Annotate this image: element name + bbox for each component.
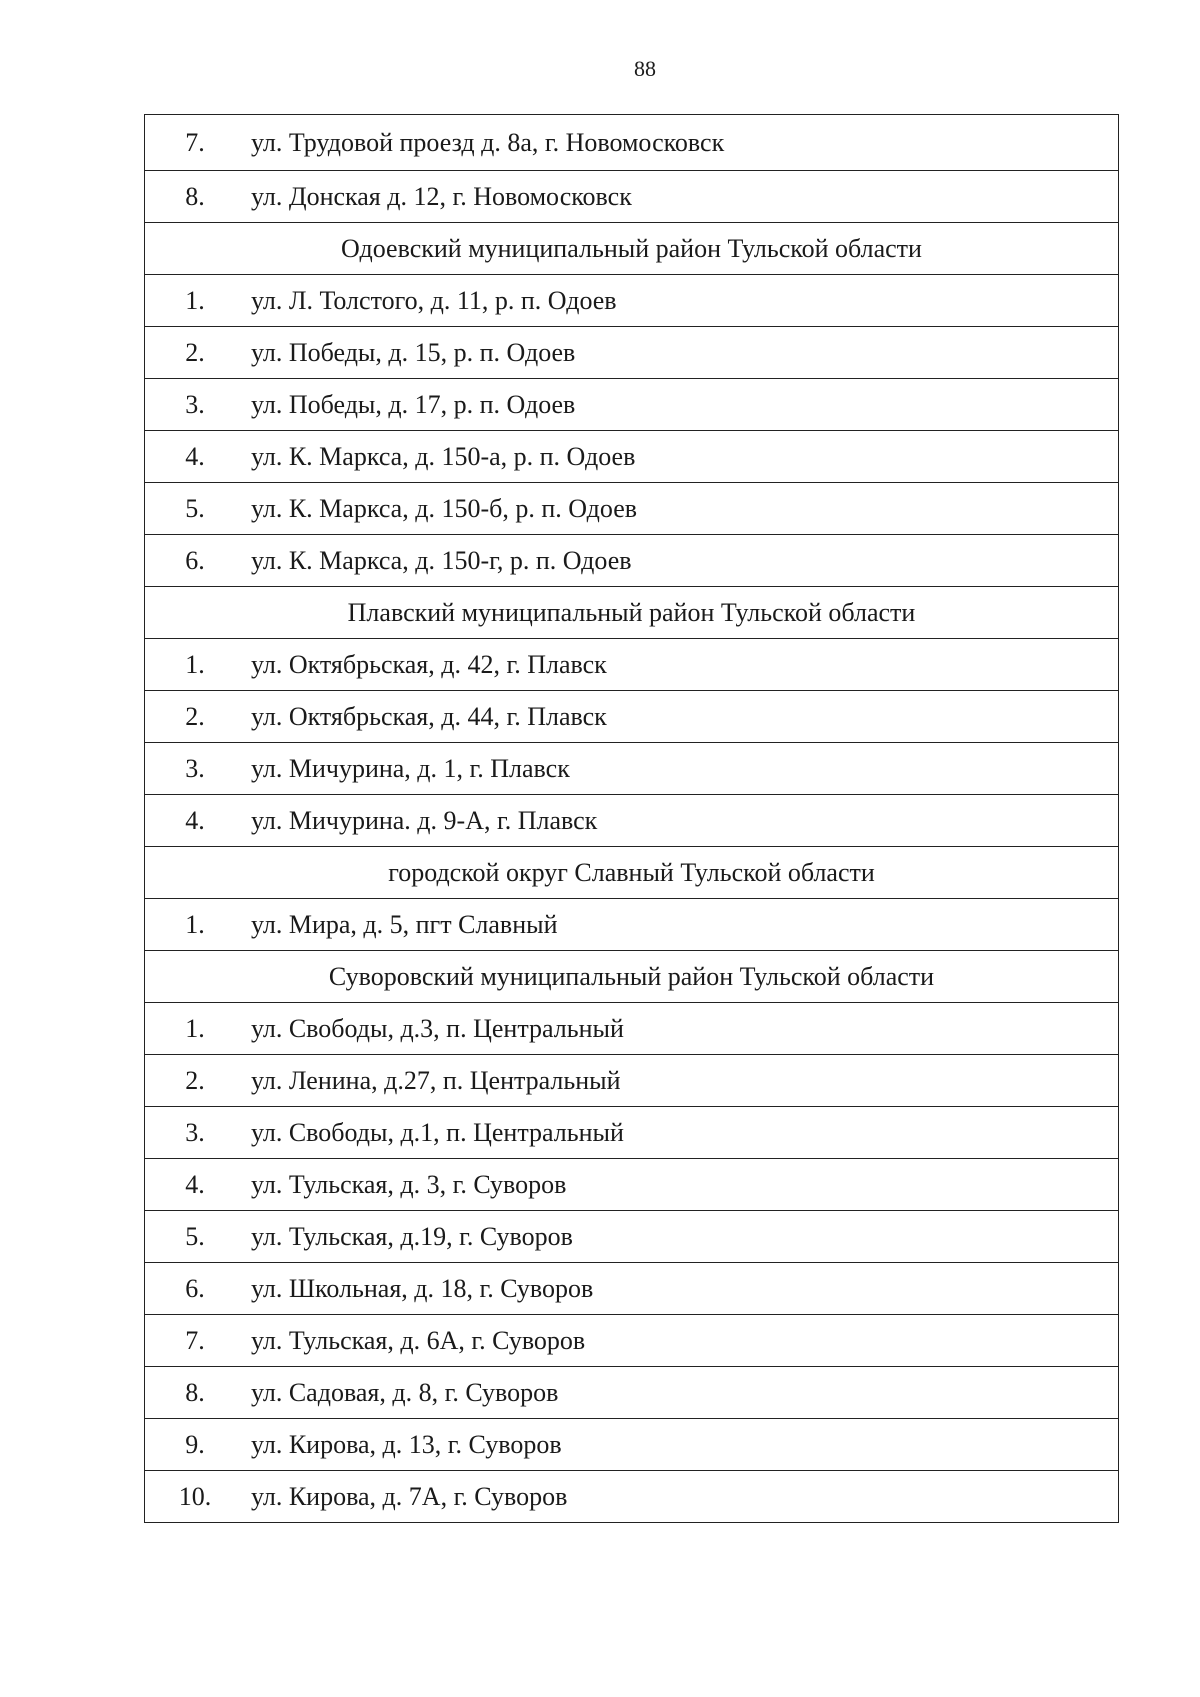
section-header-row <box>145 951 1119 1003</box>
row-number: 5. <box>145 483 246 535</box>
row-address: ул. Свободы, д.1, п. Центральный <box>245 1107 1119 1159</box>
row-number: 4. <box>145 431 246 483</box>
row-number: 2. <box>145 1055 246 1107</box>
row-number: 3. <box>145 743 246 795</box>
section-title: Плавский муниципальный район Тульской области <box>145 587 1119 639</box>
table-row <box>145 795 1119 847</box>
row-number: 8. <box>145 171 246 223</box>
section-title: Суворовский муниципальный район Тульской области <box>145 951 1119 1003</box>
section-title: Одоевский муниципальный район Тульской области <box>145 223 1119 275</box>
row-number: 7. <box>145 1315 246 1367</box>
table-row <box>145 115 1119 171</box>
table-row <box>145 1367 1119 1419</box>
row-address: ул. Мичурина, д. 1, г. Плавск <box>245 743 1119 795</box>
row-address: ул. Октябрьская, д. 44, г. Плавск <box>245 691 1119 743</box>
table-row <box>145 1211 1119 1263</box>
row-address: ул. Тульская, д.19, г. Суворов <box>245 1211 1119 1263</box>
table-row <box>145 275 1119 327</box>
row-address: ул. Мира, д. 5, пгт Славный <box>245 899 1119 951</box>
table-row <box>145 1315 1119 1367</box>
row-number: 3. <box>145 379 246 431</box>
row-address: ул. Победы, д. 17, р. п. Одоев <box>245 379 1119 431</box>
row-number: 1. <box>145 639 246 691</box>
row-address: ул. Ленина, д.27, п. Центральный <box>245 1055 1119 1107</box>
row-number: 2. <box>145 327 246 379</box>
address-table <box>144 114 1119 1523</box>
table-row <box>145 1263 1119 1315</box>
table-row <box>145 899 1119 951</box>
row-address: ул. Тульская, д. 3, г. Суворов <box>245 1159 1119 1211</box>
row-number: 3. <box>145 1107 246 1159</box>
table-row <box>145 1055 1119 1107</box>
row-address: ул. Донская д. 12, г. Новомосковск <box>245 171 1119 223</box>
row-address: ул. Победы, д. 15, р. п. Одоев <box>245 327 1119 379</box>
row-address: ул. К. Маркса, д. 150-б, р. п. Одоев <box>245 483 1119 535</box>
table-row <box>145 379 1119 431</box>
address-table-body <box>145 115 1119 1523</box>
row-address: ул. Октябрьская, д. 42, г. Плавск <box>245 639 1119 691</box>
row-address: ул. Кирова, д. 13, г. Суворов <box>245 1419 1119 1471</box>
table-row <box>145 535 1119 587</box>
page-number: 88 <box>634 56 656 81</box>
row-address: ул. Л. Толстого, д. 11, р. п. Одоев <box>245 275 1119 327</box>
row-address: ул. Мичурина. д. 9-А, г. Плавск <box>245 795 1119 847</box>
row-number: 1. <box>145 1003 246 1055</box>
row-address: ул. Свободы, д.3, п. Центральный <box>245 1003 1119 1055</box>
row-address: ул. Кирова, д. 7А, г. Суворов <box>245 1471 1119 1523</box>
section-title: городской округ Славный Тульской области <box>145 847 1119 899</box>
row-number: 10. <box>145 1471 246 1523</box>
table-row <box>145 1159 1119 1211</box>
row-address: ул. Садовая, д. 8, г. Суворов <box>245 1367 1119 1419</box>
row-address: ул. К. Маркса, д. 150-а, р. п. Одоев <box>245 431 1119 483</box>
table-row <box>145 1107 1119 1159</box>
section-header-row <box>145 223 1119 275</box>
table-row <box>145 1471 1119 1523</box>
row-number: 9. <box>145 1419 246 1471</box>
row-number: 5. <box>145 1211 246 1263</box>
table-row <box>145 743 1119 795</box>
row-address: ул. Школьная, д. 18, г. Суворов <box>245 1263 1119 1315</box>
section-header-row <box>145 847 1119 899</box>
row-number: 7. <box>145 115 246 171</box>
table-row <box>145 1003 1119 1055</box>
table-row <box>145 327 1119 379</box>
table-row <box>145 483 1119 535</box>
row-address: ул. Тульская, д. 6А, г. Суворов <box>245 1315 1119 1367</box>
table-row <box>145 171 1119 223</box>
row-number: 4. <box>145 1159 246 1211</box>
row-number: 6. <box>145 535 246 587</box>
table-row <box>145 1419 1119 1471</box>
row-number: 4. <box>145 795 246 847</box>
table-row <box>145 431 1119 483</box>
row-number: 2. <box>145 691 246 743</box>
row-number: 6. <box>145 1263 246 1315</box>
row-number: 1. <box>145 275 246 327</box>
row-number: 8. <box>145 1367 246 1419</box>
row-number: 1. <box>145 899 246 951</box>
row-address: ул. К. Маркса, д. 150-г, р. п. Одоев <box>245 535 1119 587</box>
table-row <box>145 691 1119 743</box>
table-row <box>145 639 1119 691</box>
row-address: ул. Трудовой проезд д. 8а, г. Новомосковск <box>245 115 1119 171</box>
section-header-row <box>145 587 1119 639</box>
